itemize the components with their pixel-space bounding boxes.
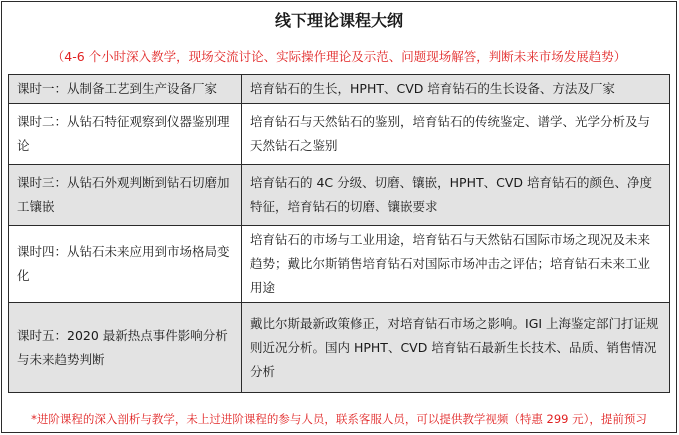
table-row xyxy=(9,226,670,303)
syllabus-table xyxy=(8,74,670,393)
table-row xyxy=(9,104,670,165)
syllabus-document xyxy=(1,1,677,433)
table-row xyxy=(9,75,670,104)
lesson-content: 培育钻石的 4C 分级、切磨、镶嵌，HPHT、CVD 培育钻石的颜色、净度特征，培育钻石的切磨、镶嵌要求 xyxy=(242,165,670,226)
lesson-title: 课时四：从钻石未来应用到市场格局变化 xyxy=(9,226,242,303)
table-row xyxy=(9,165,670,226)
footer-note: *进阶课程的深入剖析与教学，未上过进阶课程的参与人员，联系客服人员，可以提供教学视频（特惠 299 元），提前预习 xyxy=(31,412,647,426)
lesson-title: 课时三：从钻石外观判断到钻石切磨加工镶嵌 xyxy=(9,165,242,226)
lesson-title: 课时二：从钻石特征观察到仪器鉴别理论 xyxy=(9,104,242,165)
lesson-content: 培育钻石与天然钻石的鉴别，培育钻石的传统鉴定、谱学、光学分析及与天然钻石之鉴别 xyxy=(242,104,670,165)
table-row xyxy=(9,303,670,393)
lesson-content: 培育钻石的市场与工业用途，培育钻石与天然钻石国际市场之现况及未来趋势；戴比尔斯销售培育钻石对国际市场冲击之评估；培育钻石未来工业用途 xyxy=(242,226,670,303)
lesson-content: 戴比尔斯最新政策修正，对培育钻石市场之影响。IGI 上海鉴定部门打证规则近况分析。国内 HPHT、CVD 培育钻石最新生长技术、品质、销售情况分析 xyxy=(242,303,670,393)
lesson-title: 课时五：2020 最新热点事件影响分析与未来趋势判断 xyxy=(9,303,242,393)
subtitle-note: （4-6 个小时深入教学，现场交流讨论、实际操作理论及示范、问题现场解答，判断未来市场发展趋势） xyxy=(51,49,627,64)
lesson-title: 课时一：从制备工艺到生产设备厂家 xyxy=(9,75,242,104)
lesson-content: 培育钻石的生长，HPHT、CVD 培育钻石的生长设备、方法及厂家 xyxy=(242,75,670,104)
page-title: 线下理论课程大纲 xyxy=(274,11,403,30)
